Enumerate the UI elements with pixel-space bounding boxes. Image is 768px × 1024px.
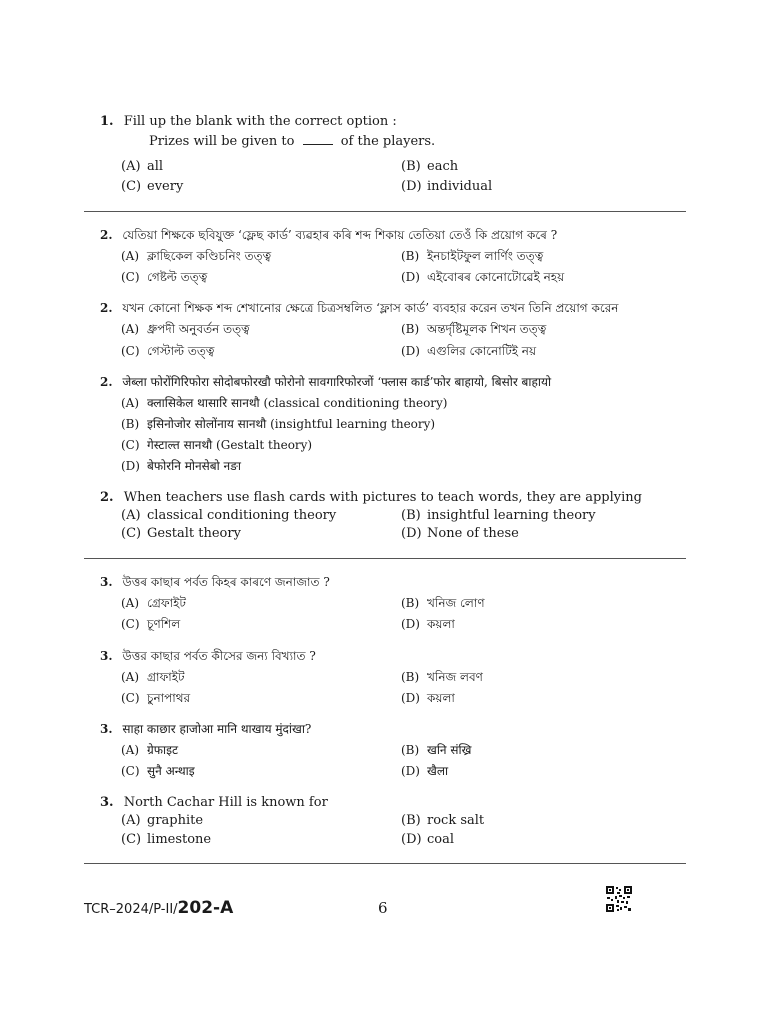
option-a: (A) ग्रेफाइट bbox=[121, 743, 179, 757]
option-c: (C) Gestalt theory bbox=[121, 526, 241, 541]
option-d: (D) None of these bbox=[401, 526, 519, 541]
option-c: (C) सुनै अन्थाइ bbox=[121, 764, 195, 778]
option-b: (B) इसिनोजोर सोलोंनाय सानथौ (insightful learning theory) bbox=[121, 417, 436, 431]
option-d: (D) individual bbox=[401, 179, 493, 194]
question-stem: North Cachar Hill is known for bbox=[123, 795, 328, 810]
option-c: (C) every bbox=[121, 179, 184, 194]
option-a: (A) গ্ৰেফাইট bbox=[121, 596, 186, 610]
option-b: (B) ইনচাইটফুল লাৰ্ণিং তত্ত্ব bbox=[401, 249, 544, 263]
question-sentence: Prizes will be given to of the players. bbox=[149, 134, 436, 149]
option-d: (D) खैला bbox=[401, 764, 449, 778]
question-stem: উত্তর কাছার পর্বত কীসের জন্য বিখ্যাত ? bbox=[122, 649, 316, 663]
option-a: (A) classical conditioning theory bbox=[121, 508, 337, 523]
question-stem: जेब्ला फोरोंगिरिफोरा सोदोबफोरखौ फोरोनो सावगारिफोरजों ‘फ्लास कार्ड’फोर बाहायो, बिसोर बाहायो bbox=[122, 375, 552, 389]
option-b: (B) each bbox=[401, 159, 459, 174]
option-c: (C) চূণশিল bbox=[121, 617, 181, 631]
question-stem: যেতিয়া শিক্ষকে ছবিযুক্ত ‘ফ্লেছ কাৰ্ড’ ব্যৱহাৰ কৰি শব্দ শিকায় তেতিয়া তেওঁ কি প্ৰয়োগ কৰে ? bbox=[122, 228, 558, 242]
option-b: (B) অন্তর্দৃষ্টিমূলক শিখন তত্ত্ব bbox=[401, 322, 547, 336]
option-c: (C) गेस्टाल्त सानथौ (Gestalt theory) bbox=[121, 438, 313, 452]
option-c: (C) গেস্টাল্ট তত্ত্ব bbox=[121, 344, 215, 358]
option-b: (B) খনিজ লবণ bbox=[401, 670, 483, 684]
question-stem: When teachers use flash cards with pictures to teach words, they are applying bbox=[123, 490, 642, 505]
question-number: 1. bbox=[100, 114, 114, 129]
option-d: (D) কয়লা bbox=[401, 617, 455, 631]
question-stem: साहा काछार हाजोआ मानि थाखाय मुंदांखा? bbox=[122, 722, 312, 736]
option-b: (B) खनि संख्रि bbox=[401, 743, 472, 757]
question-stem: Fill up the blank with the correct option : bbox=[123, 114, 397, 129]
divider bbox=[84, 558, 686, 559]
option-d: (D) coal bbox=[401, 832, 455, 847]
question-stem: উত্তৰ কাছাৰ পৰ্বত কিহৰ কাৰণে জনাজাত ? bbox=[122, 575, 330, 589]
option-b: (B) insightful learning theory bbox=[401, 508, 596, 523]
qr-code-icon bbox=[606, 886, 632, 912]
page-number: 6 bbox=[378, 899, 388, 917]
blank-line bbox=[303, 144, 333, 145]
paper-code: TCR–2024/P-II/202-A bbox=[84, 898, 234, 918]
option-d: (D) এইবোৰৰ কোনোটোৱেই নহয় bbox=[401, 270, 565, 284]
option-a: (A) ক্লাছিকেল কণ্ডিচনিং তত্ত্ব bbox=[121, 249, 272, 263]
option-d: (D) बेफोरनि मोनसेबो नङा bbox=[121, 459, 241, 473]
option-c: (C) গেষ্টল্ট তত্ত্ব bbox=[121, 270, 208, 284]
option-a: (A) গ্রাফাইট bbox=[121, 670, 185, 684]
option-a: (A) all bbox=[121, 159, 164, 174]
option-c: (C) limestone bbox=[121, 832, 212, 847]
divider bbox=[84, 211, 686, 212]
option-d: (D) কয়লা bbox=[401, 691, 455, 705]
divider bbox=[84, 863, 686, 864]
option-b: (B) খনিজ লোণ bbox=[401, 596, 485, 610]
option-d: (D) এগুলির কোনোটিই নয় bbox=[401, 344, 537, 358]
question-stem: যখন কোনো শিক্ষক শব্দ শেখানোর ক্ষেত্রে চিত্রসম্বলিত ‘ফ্লাস কার্ড’ ব্যবহার করেন তখন তিনি প্রয়োগ করেন bbox=[122, 301, 619, 315]
option-a: (A) क्लासिकेल थासारि सानथौ (classical conditioning theory) bbox=[121, 396, 448, 410]
option-a: (A) graphite bbox=[121, 813, 204, 828]
option-a: (A) ধ্রুপদী অনুবর্তন তত্ত্ব bbox=[121, 322, 250, 336]
exam-page: 1. Fill up the blank with the correct option : Prizes will be given to of the players. (A) all (B) each (C) every (D) individual 2. যেতিয়া শিক্ষকে ছবিযুক্ত ‘ফ্লেছ কাৰ্ড’ ব্যৱহাৰ কৰি শব্দ শিকায় তেতিয়া তেওঁ কি প্ৰয়োগ কৰে ? (A) ক্লাছিকেল কণ্ডিচনিং তত্ত্ব (B) ইনচাইটফুল লাৰ্ণিং তত্ত্ব (C) গেষ্টল্ট তত্ত্ব (D) এইবোৰৰ কোনোটোৱেই নহয় 2. যখন কোনো শিক্ষক শব্দ শেখানোর ক্ষেত্রে চিত্রসম্বলিত ‘ফ্লাস কার্ড’ ব্যবহার করেন তখন তিনি প্রয়োগ করেন (A) ধ্রুপদী অনুবর্তন তত্ত্ব (B) অন্তর্দৃষ্টিমূলক শিখন তত্ত্ব (C) গেস্টাল্ট তত্ত্ব (D) এগুলির কোনোটিই নয় 2. जेब्ला फोरोंगिरिफोरा सोदोबफोरखौ फोरोनो सावगारिफोरजों ‘फ्लास कार्ड’फोर बाहायो, बिसोर बाहायो (A) क्लासिकेल थासारि सानथौ (classical conditioning theory) (B) इसिनोजोर सोलोंनाय सानथौ (insightful learning theory) (C) गेस्टाल्त सानथौ (Gestalt theory) (D) बेफोरनि मोनसेबो नङा 2. When teachers use flash cards with pictures to teach words, they are applying (A) classical conditioning theory (B) insightful learning theory (C) Gestalt theory (D) None of these 3. উত্তৰ কাছাৰ পৰ্বত কিহৰ কাৰণে জনাজাত ? (A) গ্ৰেফাইট (B) খনিজ লোণ (C) চূণশিল (D) কয়লা 3. উত্তর কাছার পর্বত কীসের জন্য বিখ্যাত ? (A) গ্রাফাইট (B) খনিজ লবণ (C) চুনাপাথর (D) কয়লা 3. साहा काछार हाजोआ मानि थाखाय मुंदांखा? (A) ग्रेफाइट (B) खनि संख्रि (C) सुनै अन्थाइ (D) खैला 3. North Cachar Hill is known for (A) graphite (B) rock salt (C) limestone (D) coal TCR–2024/P-II/202-A 6 bbox=[0, 0, 768, 1024]
option-b: (B) rock salt bbox=[401, 813, 485, 828]
option-c: (C) চুনাপাথর bbox=[121, 691, 191, 705]
